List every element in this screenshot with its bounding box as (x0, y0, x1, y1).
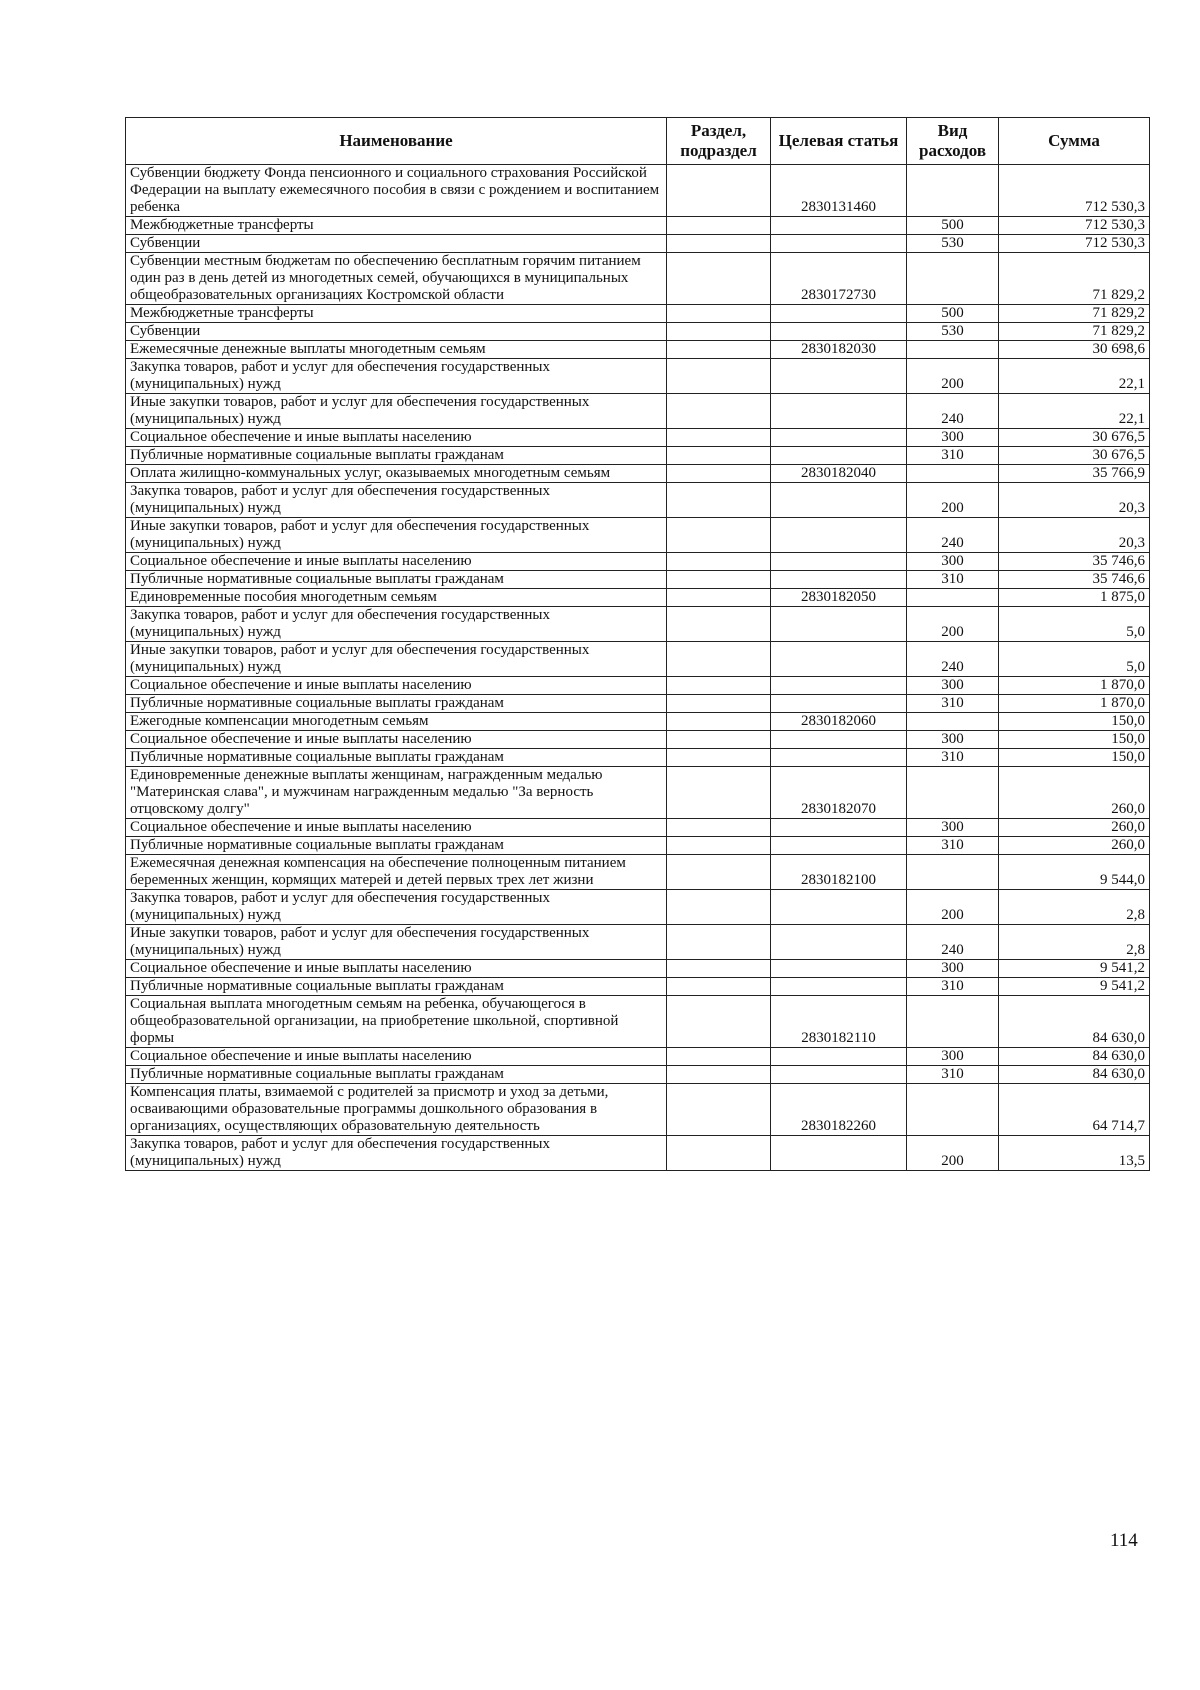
cell-section (667, 571, 771, 589)
cell-name: Публичные нормативные социальные выплаты гражданам (126, 695, 667, 713)
cell-kind: 240 (907, 394, 999, 429)
cell-section (667, 749, 771, 767)
cell-article (771, 1136, 907, 1171)
cell-section (667, 819, 771, 837)
table-row (126, 855, 1150, 890)
cell-article: 2830182060 (771, 713, 907, 731)
cell-section (667, 837, 771, 855)
cell-sum: 84 630,0 (999, 1066, 1150, 1084)
cell-name: Иные закупки товаров, работ и услуг для обеспечения государственных (муниципальных) нужд (126, 925, 667, 960)
budget-table (125, 117, 1150, 1171)
cell-kind: 310 (907, 447, 999, 465)
cell-kind: 240 (907, 925, 999, 960)
cell-sum: 64 714,7 (999, 1084, 1150, 1136)
cell-article (771, 518, 907, 553)
table-row (126, 359, 1150, 394)
table-row (126, 996, 1150, 1048)
cell-sum: 22,1 (999, 394, 1150, 429)
table-row (126, 217, 1150, 235)
cell-article (771, 571, 907, 589)
cell-sum: 712 530,3 (999, 165, 1150, 217)
cell-name: Межбюджетные трансферты (126, 217, 667, 235)
cell-kind: 500 (907, 217, 999, 235)
cell-article: 2830182030 (771, 341, 907, 359)
cell-kind (907, 855, 999, 890)
cell-name: Субвенции бюджету Фонда пенсионного и социального страхования Российской Федерации на выплату ежемесячного пособия в связи с рождением и воспитанием ребенка (126, 165, 667, 217)
cell-name: Социальное обеспечение и иные выплаты населению (126, 960, 667, 978)
cell-kind: 300 (907, 731, 999, 749)
cell-name: Социальное обеспечение и иные выплаты населению (126, 731, 667, 749)
cell-section (667, 642, 771, 677)
cell-kind (907, 767, 999, 819)
cell-article (771, 749, 907, 767)
table-row (126, 731, 1150, 749)
table-row (126, 589, 1150, 607)
cell-kind: 300 (907, 819, 999, 837)
cell-article (771, 677, 907, 695)
cell-sum: 35 746,6 (999, 553, 1150, 571)
cell-section (667, 253, 771, 305)
cell-sum: 84 630,0 (999, 1048, 1150, 1066)
table-row (126, 518, 1150, 553)
cell-section (667, 447, 771, 465)
cell-name: Публичные нормативные социальные выплаты гражданам (126, 447, 667, 465)
cell-section (667, 1136, 771, 1171)
cell-section (667, 996, 771, 1048)
cell-section (667, 767, 771, 819)
cell-kind (907, 465, 999, 483)
cell-kind: 200 (907, 890, 999, 925)
cell-section (667, 1084, 771, 1136)
table-row (126, 890, 1150, 925)
cell-kind: 240 (907, 642, 999, 677)
cell-article (771, 217, 907, 235)
cell-article (771, 695, 907, 713)
cell-sum: 9 541,2 (999, 960, 1150, 978)
cell-sum: 71 829,2 (999, 323, 1150, 341)
page-number: 114 (1110, 1530, 1138, 1551)
table-row (126, 767, 1150, 819)
cell-article (771, 607, 907, 642)
cell-section (667, 323, 771, 341)
table-row (126, 341, 1150, 359)
cell-section (667, 553, 771, 571)
cell-article (771, 394, 907, 429)
cell-article (771, 447, 907, 465)
cell-sum: 1 870,0 (999, 695, 1150, 713)
cell-section (667, 1048, 771, 1066)
cell-article (771, 978, 907, 996)
cell-name: Закупка товаров, работ и услуг для обеспечения государственных (муниципальных) нужд (126, 359, 667, 394)
cell-name: Публичные нормативные социальные выплаты гражданам (126, 837, 667, 855)
cell-section (667, 359, 771, 394)
cell-article (771, 429, 907, 447)
cell-kind: 300 (907, 960, 999, 978)
cell-sum: 712 530,3 (999, 235, 1150, 253)
cell-kind (907, 713, 999, 731)
cell-sum: 5,0 (999, 642, 1150, 677)
cell-article: 2830182040 (771, 465, 907, 483)
cell-sum: 150,0 (999, 731, 1150, 749)
cell-article (771, 731, 907, 749)
cell-kind (907, 996, 999, 1048)
cell-name: Оплата жилищно-коммунальных услуг, оказываемых многодетным семьям (126, 465, 667, 483)
header-sum: Сумма (999, 118, 1150, 165)
table-row (126, 1066, 1150, 1084)
cell-section (667, 855, 771, 890)
table-row (126, 713, 1150, 731)
cell-article: 2830182260 (771, 1084, 907, 1136)
cell-kind: 310 (907, 837, 999, 855)
table-row (126, 235, 1150, 253)
cell-sum: 2,8 (999, 890, 1150, 925)
cell-name: Социальная выплата многодетным семьям на ребенка, обучающегося в общеобразовательной организации, на приобретение школьной, спортивной формы (126, 996, 667, 1048)
cell-article (771, 359, 907, 394)
cell-name: Социальное обеспечение и иные выплаты населению (126, 429, 667, 447)
cell-sum: 30 676,5 (999, 447, 1150, 465)
cell-article (771, 483, 907, 518)
table-row (126, 978, 1150, 996)
cell-section (667, 518, 771, 553)
cell-name: Ежемесячные денежные выплаты многодетным семьям (126, 341, 667, 359)
table-row (126, 1084, 1150, 1136)
cell-article: 2830131460 (771, 165, 907, 217)
cell-kind: 310 (907, 1066, 999, 1084)
table-row (126, 960, 1150, 978)
cell-kind: 300 (907, 429, 999, 447)
cell-sum: 30 676,5 (999, 429, 1150, 447)
cell-name: Закупка товаров, работ и услуг для обеспечения государственных (муниципальных) нужд (126, 607, 667, 642)
table-body (126, 165, 1150, 1171)
cell-section (667, 731, 771, 749)
cell-name: Иные закупки товаров, работ и услуг для обеспечения государственных (муниципальных) нужд (126, 394, 667, 429)
cell-article (771, 305, 907, 323)
cell-article: 2830172730 (771, 253, 907, 305)
cell-section (667, 890, 771, 925)
cell-sum: 150,0 (999, 749, 1150, 767)
cell-name: Иные закупки товаров, работ и услуг для обеспечения государственных (муниципальных) нужд (126, 642, 667, 677)
cell-name: Публичные нормативные социальные выплаты гражданам (126, 571, 667, 589)
table-row (126, 695, 1150, 713)
cell-article (771, 960, 907, 978)
cell-article (771, 925, 907, 960)
cell-kind: 200 (907, 1136, 999, 1171)
table-row (126, 253, 1150, 305)
header-kind: Вид расходов (907, 118, 999, 165)
cell-sum: 2,8 (999, 925, 1150, 960)
table-row (126, 642, 1150, 677)
cell-sum: 9 544,0 (999, 855, 1150, 890)
table-row (126, 571, 1150, 589)
cell-section (667, 394, 771, 429)
cell-kind: 300 (907, 677, 999, 695)
cell-name: Закупка товаров, работ и услуг для обеспечения государственных (муниципальных) нужд (126, 1136, 667, 1171)
cell-article (771, 890, 907, 925)
cell-name: Субвенции (126, 323, 667, 341)
cell-name: Субвенции (126, 235, 667, 253)
cell-section (667, 1066, 771, 1084)
cell-section (667, 978, 771, 996)
cell-section (667, 695, 771, 713)
cell-section (667, 305, 771, 323)
cell-sum: 84 630,0 (999, 996, 1150, 1048)
table-row (126, 607, 1150, 642)
cell-section (667, 607, 771, 642)
cell-sum: 13,5 (999, 1136, 1150, 1171)
cell-section (667, 465, 771, 483)
cell-article (771, 323, 907, 341)
cell-kind: 300 (907, 553, 999, 571)
cell-article (771, 837, 907, 855)
cell-name: Единовременные денежные выплаты женщинам, награжденным медалью "Материнская слава", и мужчинам награжденным медалью "За верность отцовскому долгу" (126, 767, 667, 819)
cell-kind (907, 165, 999, 217)
header-section: Раздел, подраздел (667, 118, 771, 165)
cell-kind: 530 (907, 323, 999, 341)
cell-section (667, 341, 771, 359)
cell-name: Социальное обеспечение и иные выплаты населению (126, 819, 667, 837)
table-row (126, 165, 1150, 217)
table-row (126, 429, 1150, 447)
cell-sum: 20,3 (999, 518, 1150, 553)
cell-article (771, 1048, 907, 1066)
cell-name: Публичные нормативные социальные выплаты гражданам (126, 978, 667, 996)
cell-section (667, 677, 771, 695)
cell-section (667, 483, 771, 518)
cell-name: Закупка товаров, работ и услуг для обеспечения государственных (муниципальных) нужд (126, 483, 667, 518)
cell-kind (907, 589, 999, 607)
cell-name: Иные закупки товаров, работ и услуг для обеспечения государственных (муниципальных) нужд (126, 518, 667, 553)
table-row (126, 305, 1150, 323)
cell-article (771, 553, 907, 571)
cell-name: Ежегодные компенсации многодетным семьям (126, 713, 667, 731)
cell-section (667, 429, 771, 447)
table-row (126, 837, 1150, 855)
cell-kind: 310 (907, 695, 999, 713)
cell-name: Закупка товаров, работ и услуг для обеспечения государственных (муниципальных) нужд (126, 890, 667, 925)
cell-sum: 712 530,3 (999, 217, 1150, 235)
cell-sum: 1 870,0 (999, 677, 1150, 695)
cell-section (667, 165, 771, 217)
cell-sum: 9 541,2 (999, 978, 1150, 996)
cell-sum: 35 746,6 (999, 571, 1150, 589)
cell-sum: 260,0 (999, 767, 1150, 819)
table-row (126, 925, 1150, 960)
cell-name: Компенсация платы, взимаемой с родителей за присмотр и уход за детьми, осваивающими образовательные программы дошкольного образования в организациях, осуществляющих образовательную деятельность (126, 1084, 667, 1136)
cell-kind: 500 (907, 305, 999, 323)
header-article: Целевая статья (771, 118, 907, 165)
document-page (125, 117, 1149, 1171)
cell-sum: 260,0 (999, 819, 1150, 837)
table-header-row (126, 118, 1150, 165)
cell-article: 2830182110 (771, 996, 907, 1048)
cell-kind (907, 1084, 999, 1136)
cell-section (667, 960, 771, 978)
cell-article: 2830182070 (771, 767, 907, 819)
header-name: Наименование (126, 118, 667, 165)
cell-sum: 150,0 (999, 713, 1150, 731)
cell-section (667, 217, 771, 235)
cell-kind: 310 (907, 749, 999, 767)
cell-kind: 310 (907, 978, 999, 996)
cell-article (771, 819, 907, 837)
cell-section (667, 925, 771, 960)
cell-article: 2830182050 (771, 589, 907, 607)
cell-article (771, 1066, 907, 1084)
table-row (126, 1136, 1150, 1171)
cell-kind: 200 (907, 359, 999, 394)
cell-article (771, 642, 907, 677)
cell-name: Ежемесячная денежная компенсация на обеспечение полноценным питанием беременных женщин, кормящих матерей и детей первых трех лет жизни (126, 855, 667, 890)
cell-name: Социальное обеспечение и иные выплаты населению (126, 553, 667, 571)
cell-article (771, 235, 907, 253)
cell-sum: 30 698,6 (999, 341, 1150, 359)
cell-kind (907, 341, 999, 359)
cell-section (667, 589, 771, 607)
cell-kind: 530 (907, 235, 999, 253)
cell-sum: 35 766,9 (999, 465, 1150, 483)
cell-name: Публичные нормативные социальные выплаты гражданам (126, 749, 667, 767)
cell-kind: 240 (907, 518, 999, 553)
cell-kind: 300 (907, 1048, 999, 1066)
cell-section (667, 713, 771, 731)
table-row (126, 483, 1150, 518)
table-row (126, 447, 1150, 465)
cell-name: Единовременные пособия многодетным семьям (126, 589, 667, 607)
cell-kind: 200 (907, 607, 999, 642)
table-row (126, 553, 1150, 571)
cell-sum: 5,0 (999, 607, 1150, 642)
cell-sum: 20,3 (999, 483, 1150, 518)
table-row (126, 677, 1150, 695)
table-row (126, 819, 1150, 837)
table-row (126, 465, 1150, 483)
cell-sum: 71 829,2 (999, 305, 1150, 323)
cell-kind (907, 253, 999, 305)
cell-kind: 310 (907, 571, 999, 589)
cell-name: Межбюджетные трансферты (126, 305, 667, 323)
table-row (126, 394, 1150, 429)
cell-name: Субвенции местным бюджетам по обеспечению бесплатным горячим питанием один раз в день детей из многодетных семей, обучающихся в муниципальных общеобразовательных организациях Костромской области (126, 253, 667, 305)
table-row (126, 749, 1150, 767)
cell-name: Публичные нормативные социальные выплаты гражданам (126, 1066, 667, 1084)
cell-sum: 22,1 (999, 359, 1150, 394)
cell-sum: 1 875,0 (999, 589, 1150, 607)
table-row (126, 1048, 1150, 1066)
cell-sum: 71 829,2 (999, 253, 1150, 305)
cell-name: Социальное обеспечение и иные выплаты населению (126, 1048, 667, 1066)
cell-article: 2830182100 (771, 855, 907, 890)
table-row (126, 323, 1150, 341)
cell-section (667, 235, 771, 253)
cell-sum: 260,0 (999, 837, 1150, 855)
cell-kind: 200 (907, 483, 999, 518)
cell-name: Социальное обеспечение и иные выплаты населению (126, 677, 667, 695)
